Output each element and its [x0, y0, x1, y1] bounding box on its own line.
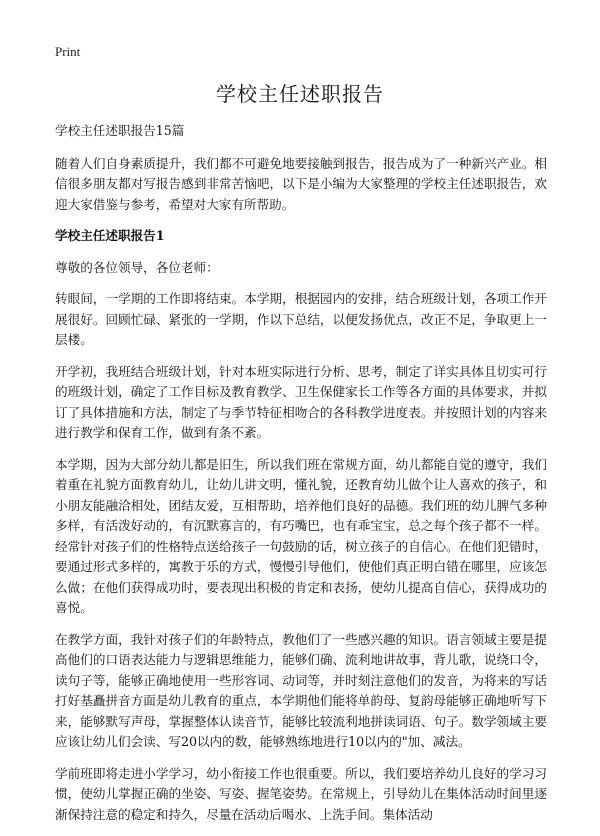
section-heading: 学校主任述职报告1: [55, 228, 165, 243]
body-paragraph-4: 在教学方面，我针对孩子们的年龄特点，教他们了一些感兴趣的知识。语言领域主要是提高他们的口语表达能力与逻辑思维能力，能够们确、流利地讲故事，背儿歌，说绕口令，读句子等，能够正确地使用一些形容词、动词等，并时刻注意他们的发音，为将来的写话打好基矗拼音方面是幼儿教育的重点，本学期他们能将单韵母、复韵母能够正确地听写下来，能够默写声母，掌握整体认读音节，能够比较流利地拼读词语、句子。数学领域主要应该让幼儿们会读、写20以内的数，能够熟练地进行10以内的"加、减法。: [55, 631, 547, 749]
body-paragraph-1: 转眼间，一学期的工作即将结束。本学期，根据园内的安排，结合班级计划，各项工作开展很好。回顾忙碌、紧张的一学期，作以下总结，以便发扬优点，改正不足，争取更上一层楼。: [55, 291, 547, 347]
document-subtitle: 学校主任述职报告15篇: [55, 123, 185, 138]
body-paragraph-3: 本学期，因为大部分幼儿都是旧生，所以我们班在常规方面，幼儿都能自觉的遵守，我们着重在礼貌方面教育幼儿，让幼儿讲文明，懂礼貌，还教育幼儿做个让人喜欢的孩子，和小朋友能融洽相处，团结友爱，互相帮助，培养他们良好的品德。我们班的幼儿脾气多种多样，有活泼好动的，有沉默寡言的，有巧嘴巴，也有乖宝宝，总之每个孩子都不一样。经常针对孩子们的性格特点送给孩子一句鼓励的话，树立孩子的自信心。在他们犯错时，要通过形式多样的，寓教于乐的方式，慢慢引导他们，使他们真正明白错在哪里，应该怎么做；在他们获得成功时，要表现出积极的肯定和表扬，使幼儿提高自信心，获得成功的喜悦。: [55, 456, 547, 615]
print-link[interactable]: Print: [55, 44, 81, 59]
document-title: 学校主任述职报告: [216, 82, 384, 106]
intro-paragraph: 随着人们自身素质提升，我们都不可避免地要接触到报告，报告成为了一种新兴产业。相信很多朋友都对写报告感到非常苦恼吧，以下是小编为大家整理的学校主任述职报告，欢迎大家借鉴与参考，希望对大家有所帮助。: [55, 155, 547, 212]
greeting: 尊敬的各位领导，各位老师：: [55, 259, 219, 275]
document-body: [55, 121, 547, 836]
body-paragraph-5: 学前班即将走进小学学习，幼小衔接工作也很重要。所以，我们要培养幼儿良好的学习习惯，使幼儿掌握正确的坐姿、写姿、握笔姿势。在常规上，引导幼儿在集体活动时间里逐渐保持注意的稳定和持久，尽量在活动后喝水、上洗手间。集体活动: [55, 765, 547, 822]
body-paragraph-2: 开学初，我班结合班级计划，针对本班实际进行分析、思考，制定了详实具体且切实可行的班级计划，确定了工作目标及教育教学、卫生保健家长工作等各方面的具体要求，并拟订了具体措施和方法，制定了与季节特征相吻合的各科教学进度表。并按照计划的内容来进行教学和保育工作，做到有条不紊。: [55, 363, 547, 440]
